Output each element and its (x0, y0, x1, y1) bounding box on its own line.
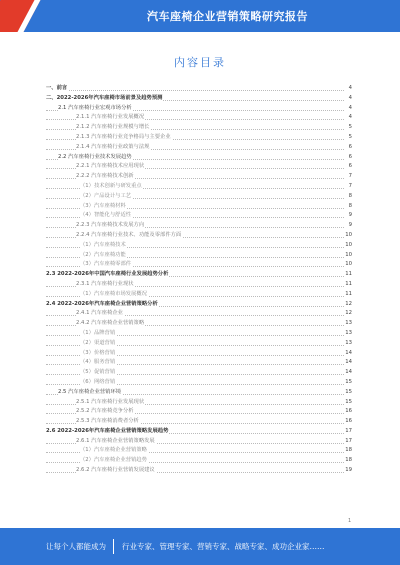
toc-entry[interactable] (46, 368, 352, 378)
toc-entry-label: （4）智能化与舒适性 (80, 211, 132, 221)
toc-entry-page: 14 (345, 369, 352, 376)
toc-entry[interactable] (46, 319, 352, 329)
toc-entry-label: （2）渠道营销 (80, 339, 116, 349)
footer-divider (113, 539, 114, 554)
toc-entry[interactable] (46, 211, 352, 221)
toc-entry[interactable] (46, 300, 352, 310)
toc-entry[interactable] (46, 133, 352, 143)
report-footer (0, 528, 400, 565)
toc-entry[interactable] (46, 329, 352, 339)
toc-entry-page: 4 (348, 85, 352, 91)
toc-entry-label: （3）汽车座椅零部件 (80, 260, 132, 270)
toc-entry-page: 4 (348, 94, 352, 101)
toc-entry[interactable] (46, 241, 352, 251)
toc-entry[interactable] (46, 84, 352, 94)
toc-entry-label: 2.1.4 汽车座椅行业政策与法规 (76, 143, 150, 153)
toc-entry[interactable] (46, 123, 352, 133)
toc-entry[interactable] (46, 437, 352, 447)
toc-entry-page: 13 (345, 329, 352, 336)
report-title: 汽车座椅企业营销策略研究报告 (147, 10, 308, 23)
toc-entry-label: 2.1.3 汽车座椅行业竞争格局与主要企业 (76, 133, 172, 143)
toc-entry-page: 10 (345, 261, 352, 268)
toc-entry-label: （1）汽车座椅市场发展概况 (80, 290, 148, 300)
toc-entry-page: 4 (348, 104, 352, 111)
toc-entry-page: 8 (348, 202, 352, 209)
toc-entry-label: 2.4.1 汽车座椅企业 (76, 309, 124, 319)
toc-entry-label: 一、前言 (46, 84, 68, 94)
toc-entry[interactable] (46, 290, 352, 300)
toc-entry-label: （3）价格营销 (80, 349, 116, 359)
toc-entry[interactable] (46, 309, 352, 319)
toc-entry[interactable] (46, 378, 352, 388)
toc-entry-label: 2.4 2022-2026年汽车座椅企业营销策略分析 (46, 300, 159, 310)
toc-entry[interactable] (46, 113, 352, 123)
page-title: 内容目录 (174, 56, 226, 69)
toc-entry[interactable] (46, 182, 352, 192)
toc-entry-label: （1）汽车座椅技术 (80, 241, 127, 251)
toc-entry[interactable] (46, 162, 352, 172)
toc-entry-page: 11 (345, 290, 352, 297)
toc-entry[interactable] (46, 446, 352, 456)
toc-entry-page: 11 (345, 271, 352, 278)
toc-entry-page: 17 (345, 427, 352, 434)
toc-entry[interactable] (46, 104, 352, 114)
toc-entry-label: （2）汽车座椅企业营销趋势 (80, 456, 148, 466)
toc-entry-label: 2.5.3 汽车座椅消费者分析 (76, 417, 140, 427)
toc-entry[interactable] (46, 456, 352, 466)
toc-entry[interactable] (46, 427, 352, 437)
toc-entry-label: 2.2.3 汽车座椅技术发展方向 (76, 221, 145, 231)
toc-leader-dots (46, 90, 344, 91)
toc-entry-label: 2.5 汽车座椅企业营销环境 (58, 388, 122, 398)
toc-entry-label: （2）汽车座椅功能 (80, 251, 127, 261)
toc-entry-page: 11 (345, 280, 352, 287)
toc-entry[interactable] (46, 221, 352, 231)
toc-entry[interactable] (46, 339, 352, 349)
toc-entry-page: 4 (348, 114, 352, 121)
toc-entry-page: 14 (345, 349, 352, 356)
toc-entry-page: 9 (348, 222, 352, 229)
toc-entry[interactable] (46, 192, 352, 202)
toc-entry-page: 12 (345, 310, 352, 317)
toc-entry-label: 2.2 汽车座椅行业技术发展趋势 (58, 153, 133, 163)
toc-entry-label: （6）网络营销 (80, 378, 116, 388)
footer-lead-text: 让每个人都能成为 (46, 542, 106, 551)
toc-entry-page: 10 (345, 231, 352, 238)
toc-entry-label: 2.1.2 汽车座椅行业规模与增长 (76, 123, 150, 133)
toc-entry-label: 2.1 汽车座椅行业宏观市场分析 (58, 104, 133, 114)
page-number: 1 (348, 518, 352, 524)
toc-entry-label: 2.6.2 汽车座椅行业营销发展建议 (76, 466, 156, 476)
toc-entry[interactable] (46, 260, 352, 270)
toc-entry-page: 16 (345, 408, 352, 415)
report-header (0, 0, 400, 32)
toc-entry-label: （1）品牌营销 (80, 329, 116, 339)
toc-entry[interactable] (46, 202, 352, 212)
table-of-contents (46, 84, 352, 476)
toc-entry[interactable] (46, 280, 352, 290)
toc-entry[interactable] (46, 398, 352, 408)
toc-entry-page: 6 (348, 163, 352, 170)
toc-entry[interactable] (46, 270, 352, 280)
toc-entry-page: 13 (345, 339, 352, 346)
toc-entry-page: 17 (345, 437, 352, 444)
toc-entry[interactable] (46, 358, 352, 368)
toc-entry-label: （5）促销营销 (80, 368, 116, 378)
toc-entry-label: （3）汽车座椅材料 (80, 202, 127, 212)
toc-entry-label: 2.2.4 汽车座椅行业技术、功能及零部件方面 (76, 231, 182, 241)
toc-entry-label: 二、2022-2026年汽车座椅市场前景及趋势预测 (46, 94, 163, 104)
toc-entry[interactable] (46, 94, 352, 104)
toc-entry-label: （1）汽车座椅企业营销策略 (80, 446, 148, 456)
toc-entry-label: （1）技术创新与研发重点 (80, 182, 143, 192)
toc-entry-label: 2.6.1 汽车座椅企业营销策略发展 (76, 437, 156, 447)
toc-entry-page: 6 (348, 143, 352, 150)
toc-entry-label: 2.5.2 汽车座椅竞争分析 (76, 407, 135, 417)
toc-entry[interactable] (46, 407, 352, 417)
toc-entry-label: （2）产品设计与工艺 (80, 192, 132, 202)
toc-entry-page: 15 (345, 388, 352, 395)
toc-entry-page: 7 (348, 182, 352, 189)
toc-entry-label: 2.1.1 汽车座椅行业发展概况 (76, 113, 145, 123)
toc-entry-label: 2.3.1 汽车座椅行业现状 (76, 280, 135, 290)
toc-entry-page: 15 (345, 398, 352, 405)
toc-entry[interactable] (46, 251, 352, 261)
toc-entry-page: 14 (345, 359, 352, 366)
toc-entry-page: 13 (345, 320, 352, 327)
toc-entry-page: 18 (345, 447, 352, 454)
toc-entry-page: 5 (348, 124, 352, 131)
toc-entry-page: 19 (345, 467, 352, 474)
toc-entry-page: 6 (348, 153, 352, 160)
toc-entry-page: 15 (345, 378, 352, 385)
toc-entry-label: 2.2.2 汽车座椅技术创新 (76, 172, 135, 182)
toc-entry-page: 9 (348, 212, 352, 219)
toc-entry-label: 2.4.2 汽车座椅企业营销策略 (76, 319, 145, 329)
toc-entry[interactable] (46, 388, 352, 398)
toc-entry-page: 10 (345, 241, 352, 248)
toc-entry[interactable] (46, 143, 352, 153)
footer-tagline: 行业专家、管理专家、营销专家、战略专家、成功企业家…… (122, 542, 325, 551)
toc-entry-page: 10 (345, 251, 352, 258)
toc-entry-page: 18 (345, 457, 352, 464)
toc-entry[interactable] (46, 153, 352, 163)
toc-entry-label: 2.6 2022-2026年汽车座椅企业营销策略发展趋势 (46, 427, 169, 437)
toc-entry-label: 2.3 2022-2026年中国汽车座椅行业发展趋势分析 (46, 270, 169, 280)
toc-entry[interactable] (46, 466, 352, 476)
toc-entry[interactable] (46, 349, 352, 359)
toc-entry[interactable] (46, 231, 352, 241)
toc-entry-page: 8 (348, 192, 352, 199)
toc-entry-page: 5 (348, 133, 352, 140)
toc-entry-label: 2.2.1 汽车座椅技术应用现状 (76, 162, 145, 172)
toc-entry[interactable] (46, 172, 352, 182)
toc-entry-page: 16 (345, 418, 352, 425)
toc-entry-label: 2.5.1 汽车座椅行业发展现状 (76, 398, 145, 408)
toc-entry-label: （4）服务营销 (80, 358, 116, 368)
toc-entry-page: 12 (345, 300, 352, 307)
toc-entry-page: 7 (348, 173, 352, 180)
toc-entry[interactable] (46, 417, 352, 427)
